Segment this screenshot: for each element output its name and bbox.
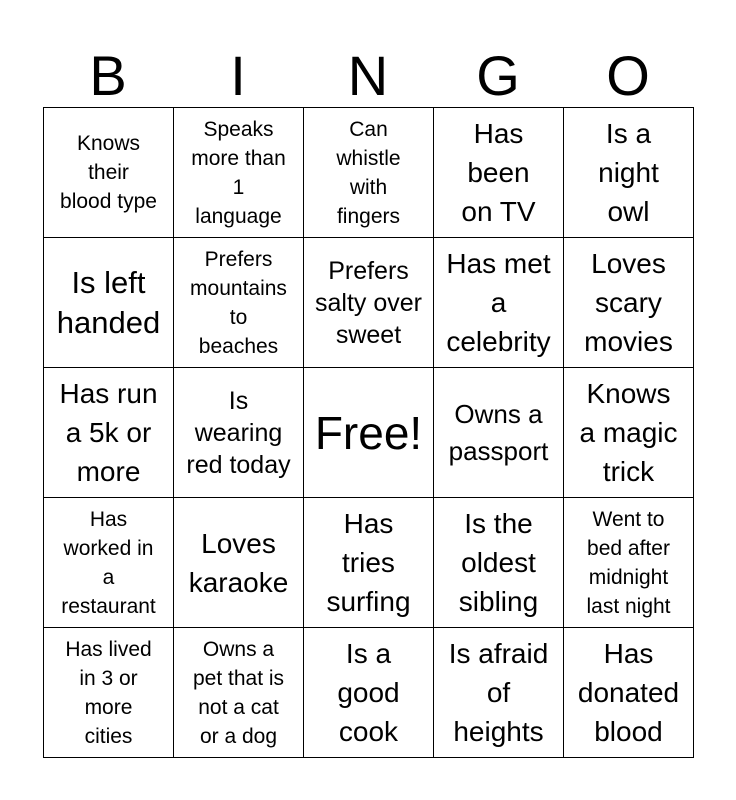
bingo-cell[interactable]: Owns a passport (434, 368, 564, 498)
bingo-cell[interactable]: Has lived in 3 or more cities (44, 628, 174, 758)
bingo-cell[interactable]: Has been on TV (434, 108, 564, 238)
bingo-cell[interactable]: Speaks more than 1 language (174, 108, 304, 238)
free-space-cell[interactable]: Free! (304, 368, 434, 498)
bingo-cell[interactable]: Can whistle with fingers (304, 108, 434, 238)
bingo-cell[interactable]: Has donated blood (564, 628, 694, 758)
bingo-cell[interactable]: Is left handed (44, 238, 174, 368)
header-letter-n: N (347, 44, 389, 107)
bingo-header (43, 44, 693, 108)
bingo-cell[interactable]: Prefers mountains to beaches (174, 238, 304, 368)
header-letter-b: B (89, 44, 127, 107)
bingo-cell[interactable]: Loves scary movies (564, 238, 694, 368)
bingo-cell[interactable]: Owns a pet that is not a cat or a dog (174, 628, 304, 758)
bingo-cell[interactable]: Is afraid of heights (434, 628, 564, 758)
bingo-cell[interactable]: Knows a magic trick (564, 368, 694, 498)
bingo-cell[interactable]: Went to bed after midnight last night (564, 498, 694, 628)
bingo-cell[interactable]: Knows their blood type (44, 108, 174, 238)
bingo-cell[interactable]: Loves karaoke (174, 498, 304, 628)
header-letter-i: I (230, 44, 246, 107)
header-letter-g: G (476, 44, 520, 107)
bingo-cell[interactable]: Has worked in a restaurant (44, 498, 174, 628)
bingo-cell[interactable]: Is a night owl (564, 108, 694, 238)
bingo-cell[interactable]: Is the oldest sibling (434, 498, 564, 628)
bingo-cell[interactable]: Prefers salty over sweet (304, 238, 434, 368)
bingo-cell[interactable]: Has met a celebrity (434, 238, 564, 368)
bingo-cell[interactable]: Has run a 5k or more (44, 368, 174, 498)
header-letter-o: O (606, 44, 650, 107)
bingo-cell[interactable]: Has tries surfing (304, 498, 434, 628)
bingo-cell[interactable]: Is wearing red today (174, 368, 304, 498)
bingo-cell[interactable]: Is a good cook (304, 628, 434, 758)
bingo-board (43, 107, 694, 758)
